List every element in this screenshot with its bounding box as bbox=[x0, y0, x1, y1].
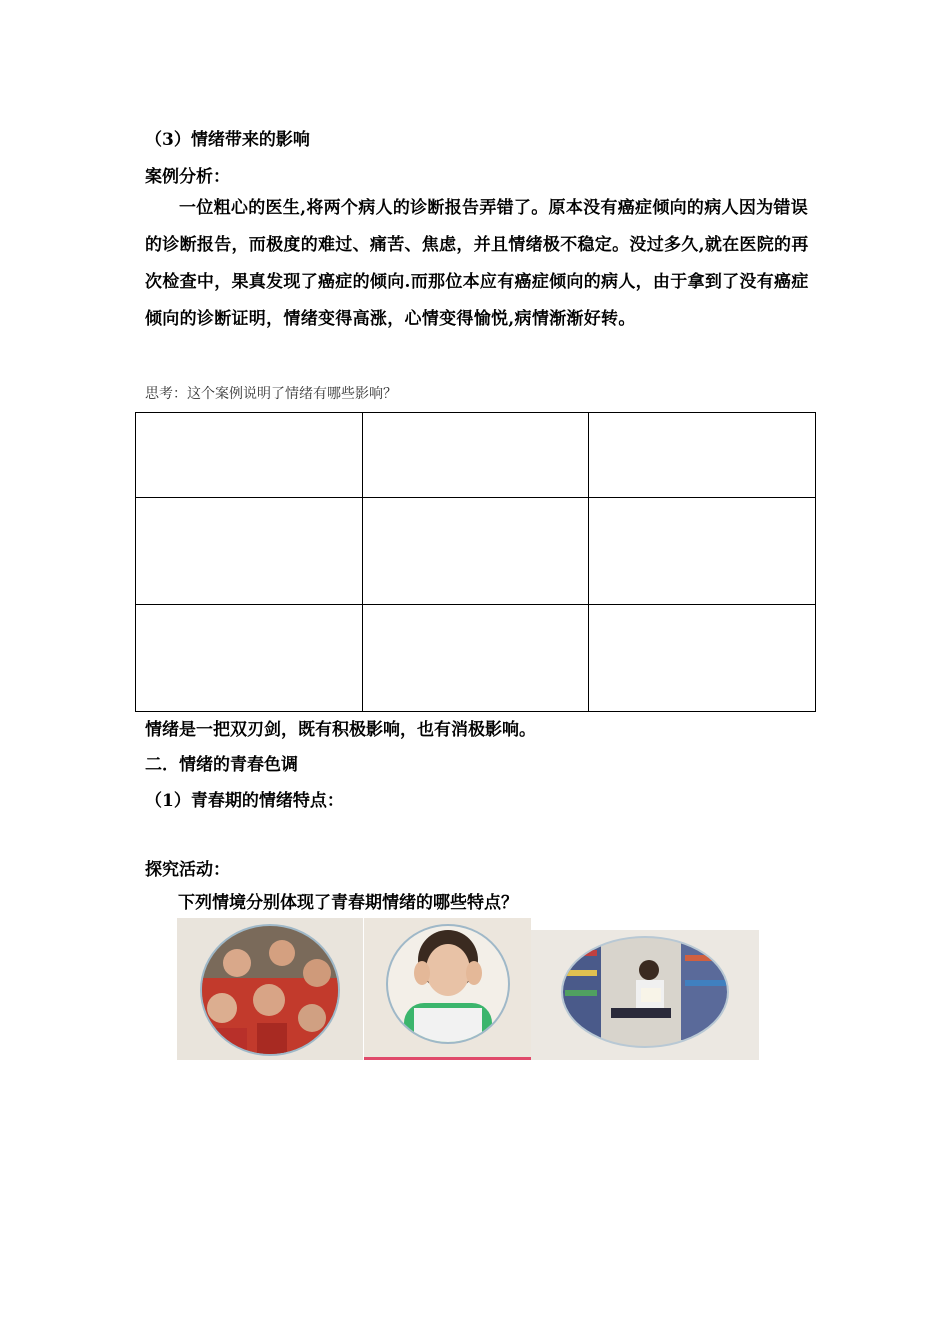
girl-reading-in-library-photo bbox=[531, 930, 759, 1060]
table-cell[interactable] bbox=[589, 605, 816, 712]
cheering-crowd-image bbox=[177, 918, 363, 1060]
case-text: 一位粗心的医生,将两个病人的诊断报告弄错了。原本没有癌症倾向的病人因为错误的诊断报告，而极度的难过、痛苦、焦虑，并且情绪极不稳定。没过多久,就在医院的再次检查中，果真发现了癌症的倾向.而那位本应有癌症倾向的病人，由于拿到了没有癌症倾向的诊断证明，情绪变得高涨，心情变得愉悦,病情渐渐好转。 bbox=[145, 198, 809, 329]
girl-covering-ears-image bbox=[364, 918, 531, 1060]
photo-border-accent bbox=[364, 1057, 531, 1060]
table-cell[interactable] bbox=[589, 498, 816, 605]
case-analysis-label: 案例分析： bbox=[145, 167, 230, 187]
activity-question: 下列情境分别体现了青春期情绪的哪些特点？ bbox=[178, 893, 518, 913]
sub-heading-1: （1）青春期的情绪特点： bbox=[145, 791, 344, 811]
section-heading-3: （3）情绪带来的影响 bbox=[145, 130, 310, 150]
table-cell[interactable] bbox=[136, 605, 363, 712]
activity-label: 探究活动： bbox=[145, 860, 230, 880]
section-heading-2: 二．情绪的青春色调 bbox=[145, 755, 298, 775]
table-cell[interactable] bbox=[362, 605, 589, 712]
cheering-crowd-photo bbox=[177, 918, 363, 1060]
table-cell[interactable] bbox=[136, 498, 363, 605]
table-cell[interactable] bbox=[362, 413, 589, 498]
conclusion-text: 情绪是一把双刃剑，既有积极影响，也有消极影响。 bbox=[145, 720, 536, 740]
girl-covering-ears-photo bbox=[364, 918, 531, 1060]
table-cell[interactable] bbox=[362, 498, 589, 605]
answer-table bbox=[135, 412, 816, 712]
table-cell[interactable] bbox=[589, 413, 816, 498]
table-cell[interactable] bbox=[136, 413, 363, 498]
think-question: 思考：这个案例说明了情绪有哪些影响？ bbox=[145, 386, 397, 402]
activity-images bbox=[177, 918, 759, 1060]
girl-reading-image bbox=[531, 930, 759, 1060]
